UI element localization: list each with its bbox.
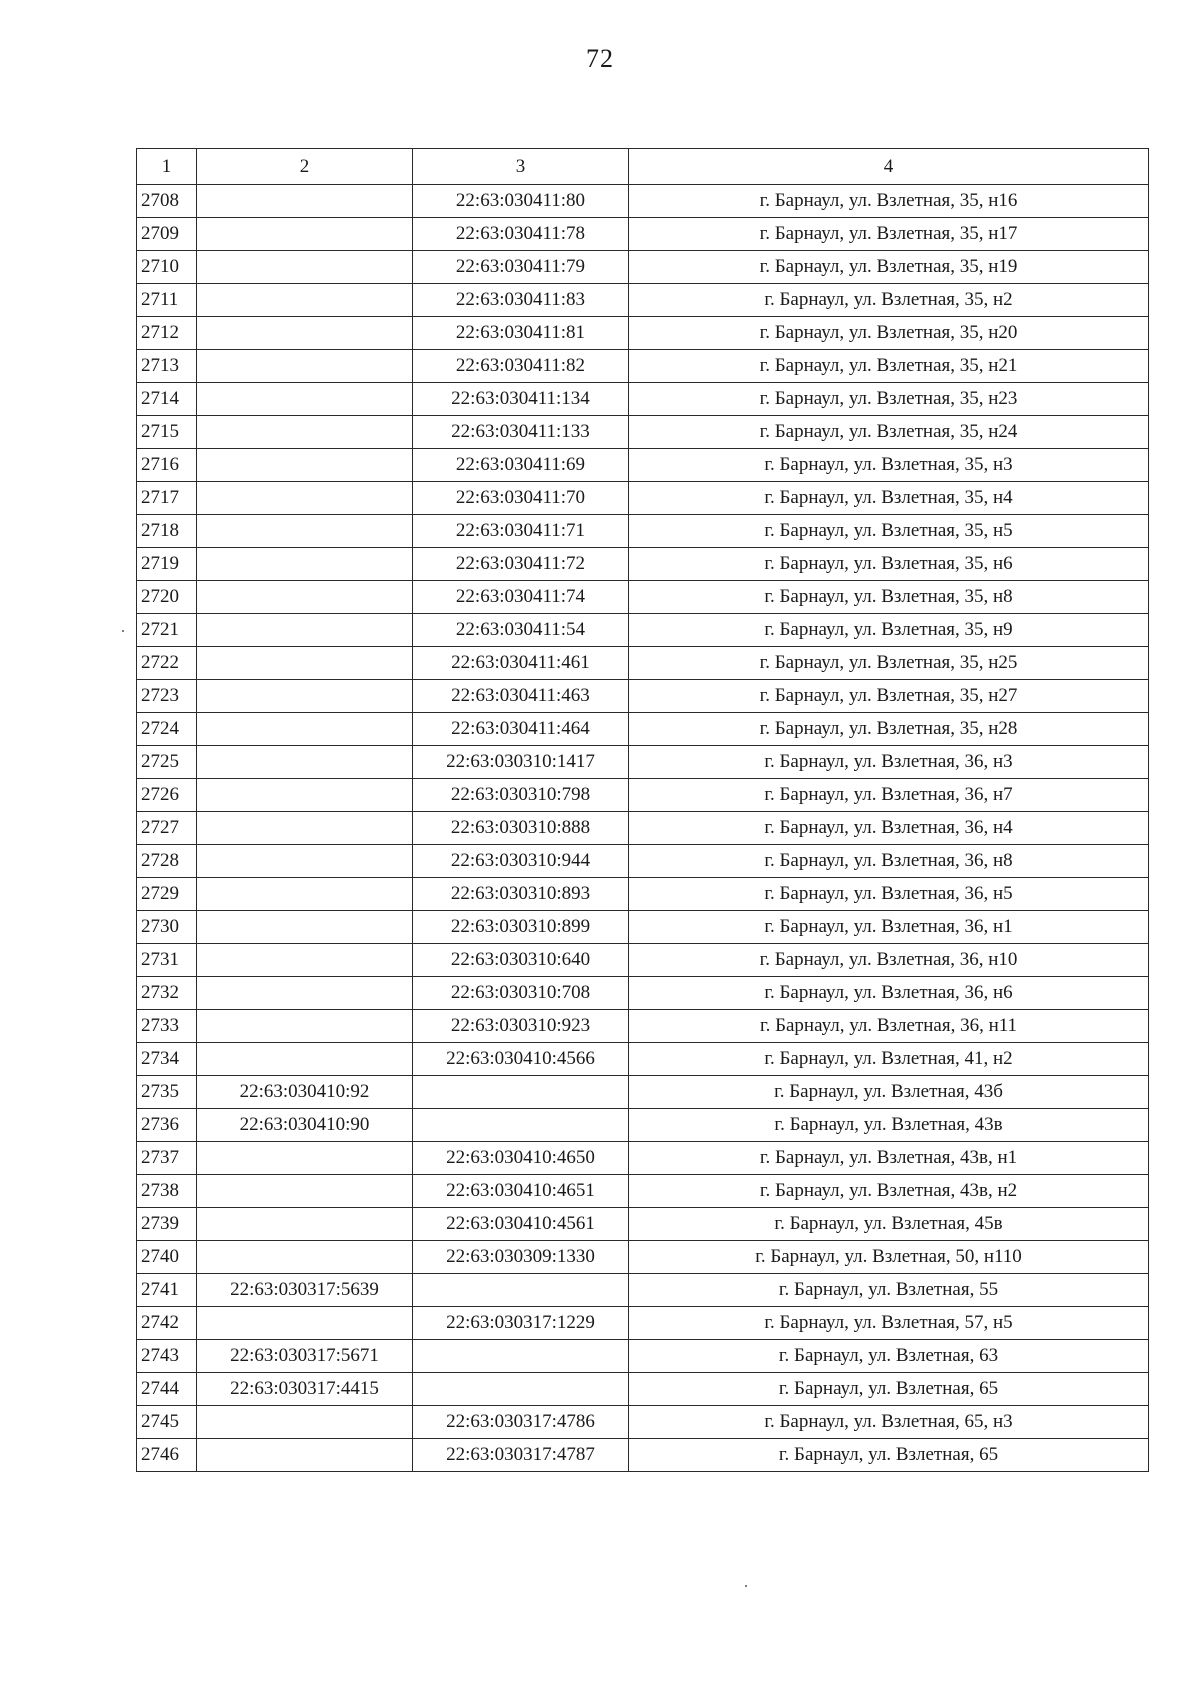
- cadastral-number-land-cell: [197, 1010, 413, 1043]
- cadastral-number-object-cell: 22:63:030411:69: [413, 449, 629, 482]
- column-header-4: 4: [629, 149, 1149, 185]
- address-cell: г. Барнаул, ул. Взлетная, 35, н17: [629, 218, 1149, 251]
- row-number-cell: 2717: [137, 482, 197, 515]
- table-row: [137, 284, 1149, 317]
- cadastral-number-object-cell: [413, 1274, 629, 1307]
- table-row: [137, 515, 1149, 548]
- table-row: [137, 383, 1149, 416]
- table-row: [137, 1043, 1149, 1076]
- cadastral-number-land-cell: [197, 416, 413, 449]
- cadastral-number-land-cell: 22:63:030317:4415: [197, 1373, 413, 1406]
- cadastral-number-object-cell: 22:63:030410:4651: [413, 1175, 629, 1208]
- cadastral-number-object-cell: 22:63:030411:54: [413, 614, 629, 647]
- address-cell: г. Барнаул, ул. Взлетная, 35, н3: [629, 449, 1149, 482]
- cadastral-number-object-cell: 22:63:030310:798: [413, 779, 629, 812]
- cadastral-number-object-cell: 22:63:030411:72: [413, 548, 629, 581]
- address-cell: г. Барнаул, ул. Взлетная, 57, н5: [629, 1307, 1149, 1340]
- row-number-cell: 2729: [137, 878, 197, 911]
- table-header: [137, 149, 1149, 185]
- address-cell: г. Барнаул, ул. Взлетная, 35, н6: [629, 548, 1149, 581]
- cadastral-number-object-cell: 22:63:030411:79: [413, 251, 629, 284]
- table-row: [137, 1109, 1149, 1142]
- column-header-1: 1: [137, 149, 197, 185]
- cadastral-number-object-cell: [413, 1373, 629, 1406]
- address-cell: г. Барнаул, ул. Взлетная, 35, н24: [629, 416, 1149, 449]
- address-cell: г. Барнаул, ул. Взлетная, 35, н9: [629, 614, 1149, 647]
- cadastral-number-land-cell: [197, 581, 413, 614]
- cadastral-number-land-cell: [197, 779, 413, 812]
- table-body: [137, 185, 1149, 1472]
- cadastral-number-object-cell: 22:63:030410:4561: [413, 1208, 629, 1241]
- cadastral-number-object-cell: 22:63:030410:4566: [413, 1043, 629, 1076]
- address-cell: г. Барнаул, ул. Взлетная, 43в: [629, 1109, 1149, 1142]
- table-row: [137, 1175, 1149, 1208]
- header-row: [137, 149, 1149, 185]
- row-number-cell: 2723: [137, 680, 197, 713]
- table-row: [137, 1439, 1149, 1472]
- table-row: [137, 878, 1149, 911]
- cadastral-number-object-cell: 22:63:030410:4650: [413, 1142, 629, 1175]
- table-row: [137, 944, 1149, 977]
- cadastral-number-land-cell: [197, 944, 413, 977]
- cadastral-number-object-cell: 22:63:030411:74: [413, 581, 629, 614]
- table-row: [137, 779, 1149, 812]
- row-number-cell: 2712: [137, 317, 197, 350]
- column-header-2: 2: [197, 149, 413, 185]
- table-row: [137, 1142, 1149, 1175]
- cadastral-number-object-cell: 22:63:030411:80: [413, 185, 629, 218]
- row-number-cell: 2745: [137, 1406, 197, 1439]
- address-cell: г. Барнаул, ул. Взлетная, 50, н110: [629, 1241, 1149, 1274]
- table-row: [137, 647, 1149, 680]
- row-number-cell: 2726: [137, 779, 197, 812]
- address-cell: г. Барнаул, ул. Взлетная, 35, н5: [629, 515, 1149, 548]
- cadastral-number-land-cell: 22:63:030410:90: [197, 1109, 413, 1142]
- cadastral-number-land-cell: [197, 746, 413, 779]
- row-number-cell: 2714: [137, 383, 197, 416]
- table-row: [137, 680, 1149, 713]
- cadastral-number-land-cell: [197, 251, 413, 284]
- cadastral-number-object-cell: 22:63:030411:70: [413, 482, 629, 515]
- address-cell: г. Барнаул, ул. Взлетная, 36, н11: [629, 1010, 1149, 1043]
- cadastral-number-object-cell: 22:63:030411:81: [413, 317, 629, 350]
- address-cell: г. Барнаул, ул. Взлетная, 36, н3: [629, 746, 1149, 779]
- row-number-cell: 2738: [137, 1175, 197, 1208]
- cadastral-number-land-cell: [197, 911, 413, 944]
- row-number-cell: 2735: [137, 1076, 197, 1109]
- address-cell: г. Барнаул, ул. Взлетная, 36, н5: [629, 878, 1149, 911]
- cadastral-number-object-cell: 22:63:030411:463: [413, 680, 629, 713]
- row-number-cell: 2739: [137, 1208, 197, 1241]
- table-row: [137, 251, 1149, 284]
- address-cell: г. Барнаул, ул. Взлетная, 35, н4: [629, 482, 1149, 515]
- table-row: [137, 1307, 1149, 1340]
- address-cell: г. Барнаул, ул. Взлетная, 55: [629, 1274, 1149, 1307]
- row-number-cell: 2725: [137, 746, 197, 779]
- cadastral-number-land-cell: [197, 1208, 413, 1241]
- cadastral-number-land-cell: [197, 317, 413, 350]
- page-number: 72: [586, 44, 614, 73]
- row-number-cell: 2742: [137, 1307, 197, 1340]
- cadastral-number-land-cell: 22:63:030410:92: [197, 1076, 413, 1109]
- address-cell: г. Барнаул, ул. Взлетная, 65: [629, 1373, 1149, 1406]
- table-row: [137, 1406, 1149, 1439]
- address-cell: г. Барнаул, ул. Взлетная, 36, н1: [629, 911, 1149, 944]
- row-number-cell: 2711: [137, 284, 197, 317]
- table-row: [137, 350, 1149, 383]
- cadastral-number-object-cell: 22:63:030310:708: [413, 977, 629, 1010]
- cadastral-number-object-cell: 22:63:030310:1417: [413, 746, 629, 779]
- cadastral-number-land-cell: [197, 218, 413, 251]
- address-cell: г. Барнаул, ул. Взлетная, 43б: [629, 1076, 1149, 1109]
- cadastral-number-land-cell: [197, 383, 413, 416]
- cadastral-number-land-cell: [197, 1043, 413, 1076]
- row-number-cell: 2724: [137, 713, 197, 746]
- cadastral-number-land-cell: [197, 1175, 413, 1208]
- cadastral-number-object-cell: [413, 1109, 629, 1142]
- cadastral-number-land-cell: [197, 647, 413, 680]
- cadastral-number-land-cell: [197, 1439, 413, 1472]
- cadastral-number-object-cell: 22:63:030411:133: [413, 416, 629, 449]
- table-row: [137, 1274, 1149, 1307]
- cadastral-number-object-cell: 22:63:030411:461: [413, 647, 629, 680]
- cadastral-number-object-cell: 22:63:030411:71: [413, 515, 629, 548]
- table-row: [137, 1241, 1149, 1274]
- cadastral-number-object-cell: 22:63:030317:4786: [413, 1406, 629, 1439]
- address-cell: г. Барнаул, ул. Взлетная, 35, н2: [629, 284, 1149, 317]
- cadastral-number-land-cell: 22:63:030317:5639: [197, 1274, 413, 1307]
- address-cell: г. Барнаул, ул. Взлетная, 41, н2: [629, 1043, 1149, 1076]
- row-number-cell: 2713: [137, 350, 197, 383]
- cadastral-number-land-cell: [197, 1307, 413, 1340]
- table-row: [137, 911, 1149, 944]
- address-cell: г. Барнаул, ул. Взлетная, 36, н4: [629, 812, 1149, 845]
- cadastral-number-land-cell: [197, 1406, 413, 1439]
- row-number-cell: 2710: [137, 251, 197, 284]
- cadastral-number-land-cell: [197, 878, 413, 911]
- table-row: [137, 218, 1149, 251]
- cadastral-number-land-cell: [197, 185, 413, 218]
- table-row: [137, 812, 1149, 845]
- table-row: [137, 1373, 1149, 1406]
- cadastral-number-object-cell: 22:63:030310:899: [413, 911, 629, 944]
- cadastral-number-object-cell: 22:63:030310:923: [413, 1010, 629, 1043]
- table-row: [137, 1340, 1149, 1373]
- cadastral-number-object-cell: 22:63:030310:640: [413, 944, 629, 977]
- cadastral-number-object-cell: 22:63:030411:464: [413, 713, 629, 746]
- table-row: [137, 185, 1149, 218]
- cadastral-number-land-cell: [197, 1142, 413, 1175]
- address-cell: г. Барнаул, ул. Взлетная, 36, н7: [629, 779, 1149, 812]
- table-row: [137, 1076, 1149, 1109]
- cadastral-number-object-cell: 22:63:030411:78: [413, 218, 629, 251]
- table-row: [137, 713, 1149, 746]
- cadastral-number-object-cell: [413, 1340, 629, 1373]
- cadastral-number-land-cell: [197, 845, 413, 878]
- row-number-cell: 2737: [137, 1142, 197, 1175]
- cadastral-number-land-cell: [197, 977, 413, 1010]
- table-row: [137, 977, 1149, 1010]
- address-cell: г. Барнаул, ул. Взлетная, 35, н27: [629, 680, 1149, 713]
- row-number-cell: 2732: [137, 977, 197, 1010]
- address-cell: г. Барнаул, ул. Взлетная, 45в: [629, 1208, 1149, 1241]
- table-row: [137, 548, 1149, 581]
- cadastral-number-land-cell: [197, 482, 413, 515]
- scan-speck: [122, 630, 124, 632]
- cadastral-number-land-cell: [197, 284, 413, 317]
- cadastral-number-land-cell: [197, 350, 413, 383]
- table-row: [137, 614, 1149, 647]
- cadastral-number-object-cell: 22:63:030411:82: [413, 350, 629, 383]
- address-cell: г. Барнаул, ул. Взлетная, 35, н20: [629, 317, 1149, 350]
- row-number-cell: 2716: [137, 449, 197, 482]
- cadastral-number-object-cell: 22:63:030310:893: [413, 878, 629, 911]
- table-row: [137, 416, 1149, 449]
- row-number-cell: 2715: [137, 416, 197, 449]
- address-cell: г. Барнаул, ул. Взлетная, 35, н25: [629, 647, 1149, 680]
- row-number-cell: 2718: [137, 515, 197, 548]
- row-number-cell: 2741: [137, 1274, 197, 1307]
- row-number-cell: 2740: [137, 1241, 197, 1274]
- address-cell: г. Барнаул, ул. Взлетная, 63: [629, 1340, 1149, 1373]
- address-cell: г. Барнаул, ул. Взлетная, 35, н8: [629, 581, 1149, 614]
- table-row: [137, 1010, 1149, 1043]
- row-number-cell: 2744: [137, 1373, 197, 1406]
- cadastral-number-object-cell: 22:63:030309:1330: [413, 1241, 629, 1274]
- address-cell: г. Барнаул, ул. Взлетная, 35, н19: [629, 251, 1149, 284]
- address-cell: г. Барнаул, ул. Взлетная, 65: [629, 1439, 1149, 1472]
- address-cell: г. Барнаул, ул. Взлетная, 36, н8: [629, 845, 1149, 878]
- address-cell: г. Барнаул, ул. Взлетная, 43в, н2: [629, 1175, 1149, 1208]
- cadastral-number-object-cell: 22:63:030310:944: [413, 845, 629, 878]
- cadastral-number-land-cell: 22:63:030317:5671: [197, 1340, 413, 1373]
- table-row: [137, 317, 1149, 350]
- address-cell: г. Барнаул, ул. Взлетная, 65, н3: [629, 1406, 1149, 1439]
- scan-speck: [745, 1585, 747, 1587]
- table-row: [137, 581, 1149, 614]
- row-number-cell: 2736: [137, 1109, 197, 1142]
- row-number-cell: 2746: [137, 1439, 197, 1472]
- cadastral-number-land-cell: [197, 680, 413, 713]
- address-cell: г. Барнаул, ул. Взлетная, 36, н10: [629, 944, 1149, 977]
- cadastral-number-object-cell: [413, 1076, 629, 1109]
- row-number-cell: 2728: [137, 845, 197, 878]
- cadastral-number-object-cell: 22:63:030310:888: [413, 812, 629, 845]
- cadastral-number-land-cell: [197, 515, 413, 548]
- row-number-cell: 2720: [137, 581, 197, 614]
- table-row: [137, 482, 1149, 515]
- row-number-cell: 2727: [137, 812, 197, 845]
- registry-table: [136, 148, 1149, 1472]
- row-number-cell: 2734: [137, 1043, 197, 1076]
- table-row: [137, 845, 1149, 878]
- row-number-cell: 2733: [137, 1010, 197, 1043]
- table-row: [137, 1208, 1149, 1241]
- row-number-cell: 2719: [137, 548, 197, 581]
- cadastral-number-land-cell: [197, 548, 413, 581]
- cadastral-number-object-cell: 22:63:030317:4787: [413, 1439, 629, 1472]
- address-cell: г. Барнаул, ул. Взлетная, 36, н6: [629, 977, 1149, 1010]
- cadastral-number-land-cell: [197, 713, 413, 746]
- row-number-cell: 2730: [137, 911, 197, 944]
- cadastral-number-object-cell: 22:63:030317:1229: [413, 1307, 629, 1340]
- cadastral-number-object-cell: 22:63:030411:134: [413, 383, 629, 416]
- row-number-cell: 2709: [137, 218, 197, 251]
- row-number-cell: 2743: [137, 1340, 197, 1373]
- address-cell: г. Барнаул, ул. Взлетная, 35, н21: [629, 350, 1149, 383]
- cadastral-number-object-cell: 22:63:030411:83: [413, 284, 629, 317]
- row-number-cell: 2722: [137, 647, 197, 680]
- address-cell: г. Барнаул, ул. Взлетная, 35, н28: [629, 713, 1149, 746]
- address-cell: г. Барнаул, ул. Взлетная, 35, н23: [629, 383, 1149, 416]
- row-number-cell: 2708: [137, 185, 197, 218]
- column-header-3: 3: [413, 149, 629, 185]
- cadastral-number-land-cell: [197, 614, 413, 647]
- address-cell: г. Барнаул, ул. Взлетная, 35, н16: [629, 185, 1149, 218]
- cadastral-number-land-cell: [197, 1241, 413, 1274]
- row-number-cell: 2731: [137, 944, 197, 977]
- cadastral-number-land-cell: [197, 449, 413, 482]
- row-number-cell: 2721: [137, 614, 197, 647]
- table-row: [137, 449, 1149, 482]
- address-cell: г. Барнаул, ул. Взлетная, 43в, н1: [629, 1142, 1149, 1175]
- cadastral-number-land-cell: [197, 812, 413, 845]
- table-row: [137, 746, 1149, 779]
